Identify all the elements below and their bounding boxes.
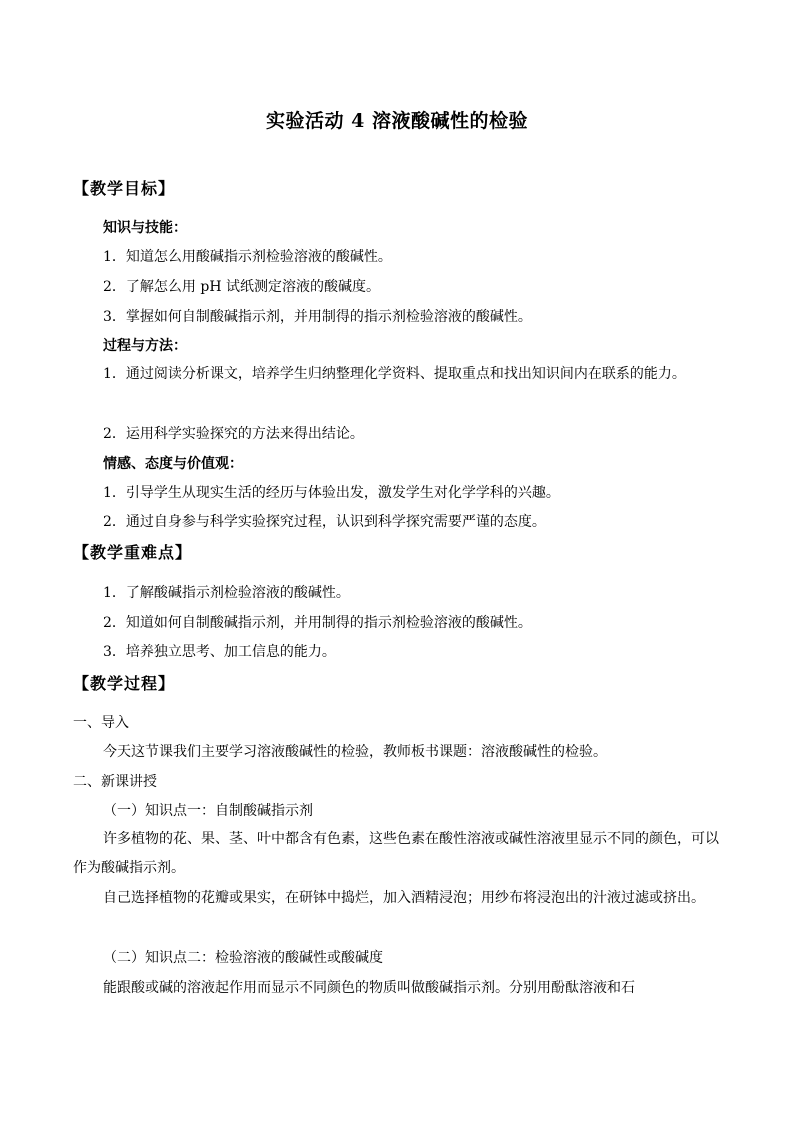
section-heading-process: 【教学过程】 xyxy=(73,674,176,693)
list-item: 3．掌握如何自制酸碱指示剂，并用制得的指示剂检验溶液的酸碱性。 xyxy=(103,309,532,325)
knowledge-point-label: （一）知识点一：自制酸碱指示剂 xyxy=(103,803,313,819)
paragraph: 今天这节课我们主要学习溶液酸碱性的检验，教师板书课题：溶液酸碱性的检验。 xyxy=(103,744,607,760)
paragraph: 能跟酸或碱的溶液起作用而显示不同颜色的物质叫做酸碱指示剂。分别用酚酞溶液和石 xyxy=(103,980,635,996)
list-item: 2．知道如何自制酸碱指示剂，并用制得的指示剂检验溶液的酸碱性。 xyxy=(103,615,532,631)
section-heading-key-points: 【教学重难点】 xyxy=(73,543,193,562)
section-heading-goals: 【教学目标】 xyxy=(73,179,176,198)
list-item: 2．了解怎么用 pH 试纸测定溶液的酸碱度。 xyxy=(103,279,380,295)
subheading-emotion: 情感、态度与价值观： xyxy=(103,456,243,472)
list-item: 1．通过阅读分析课文，培养学生归纳整理化学资料、提取重点和找出知识间内在联系的能力。 xyxy=(103,366,686,382)
subheading-process: 过程与方法： xyxy=(103,338,187,354)
part-label-new-lesson: 二、新课讲授 xyxy=(73,774,157,790)
document-title: 实验活动 4 溶液酸碱性的检验 xyxy=(266,110,528,132)
list-item: 1．了解酸碱指示剂检验溶液的酸碱性。 xyxy=(103,585,350,601)
list-item: 2．通过自身参与科学实验探究过程，认识到科学探究需要严谨的态度。 xyxy=(103,514,546,530)
subheading-knowledge: 知识与技能： xyxy=(103,220,187,236)
list-item: 1．知道怎么用酸碱指示剂检验溶液的酸碱性。 xyxy=(103,249,392,265)
part-label-intro: 一、导入 xyxy=(73,715,129,731)
paragraph: 许多植物的花、果、茎、叶中都含有色素，这些色素在酸性溶液或碱性溶液里显示不同的颜色，可以作为酸碱指示剂。 xyxy=(73,831,719,876)
knowledge-point-label: （二）知识点二：检验溶液的酸碱性或酸碱度 xyxy=(103,950,383,966)
list-item: 2．运用科学实验探究的方法来得出结论。 xyxy=(103,426,364,442)
list-item: 1．引导学生从现实生活的经历与体验出发，激发学生对化学学科的兴趣。 xyxy=(103,485,560,501)
paragraph: 自己选择植物的花瓣或果实，在研钵中捣烂，加入酒精浸泡；用纱布将浸泡出的汁液过滤或挤出。 xyxy=(103,890,705,906)
list-item: 3．培养独立思考、加工信息的能力。 xyxy=(103,644,336,660)
